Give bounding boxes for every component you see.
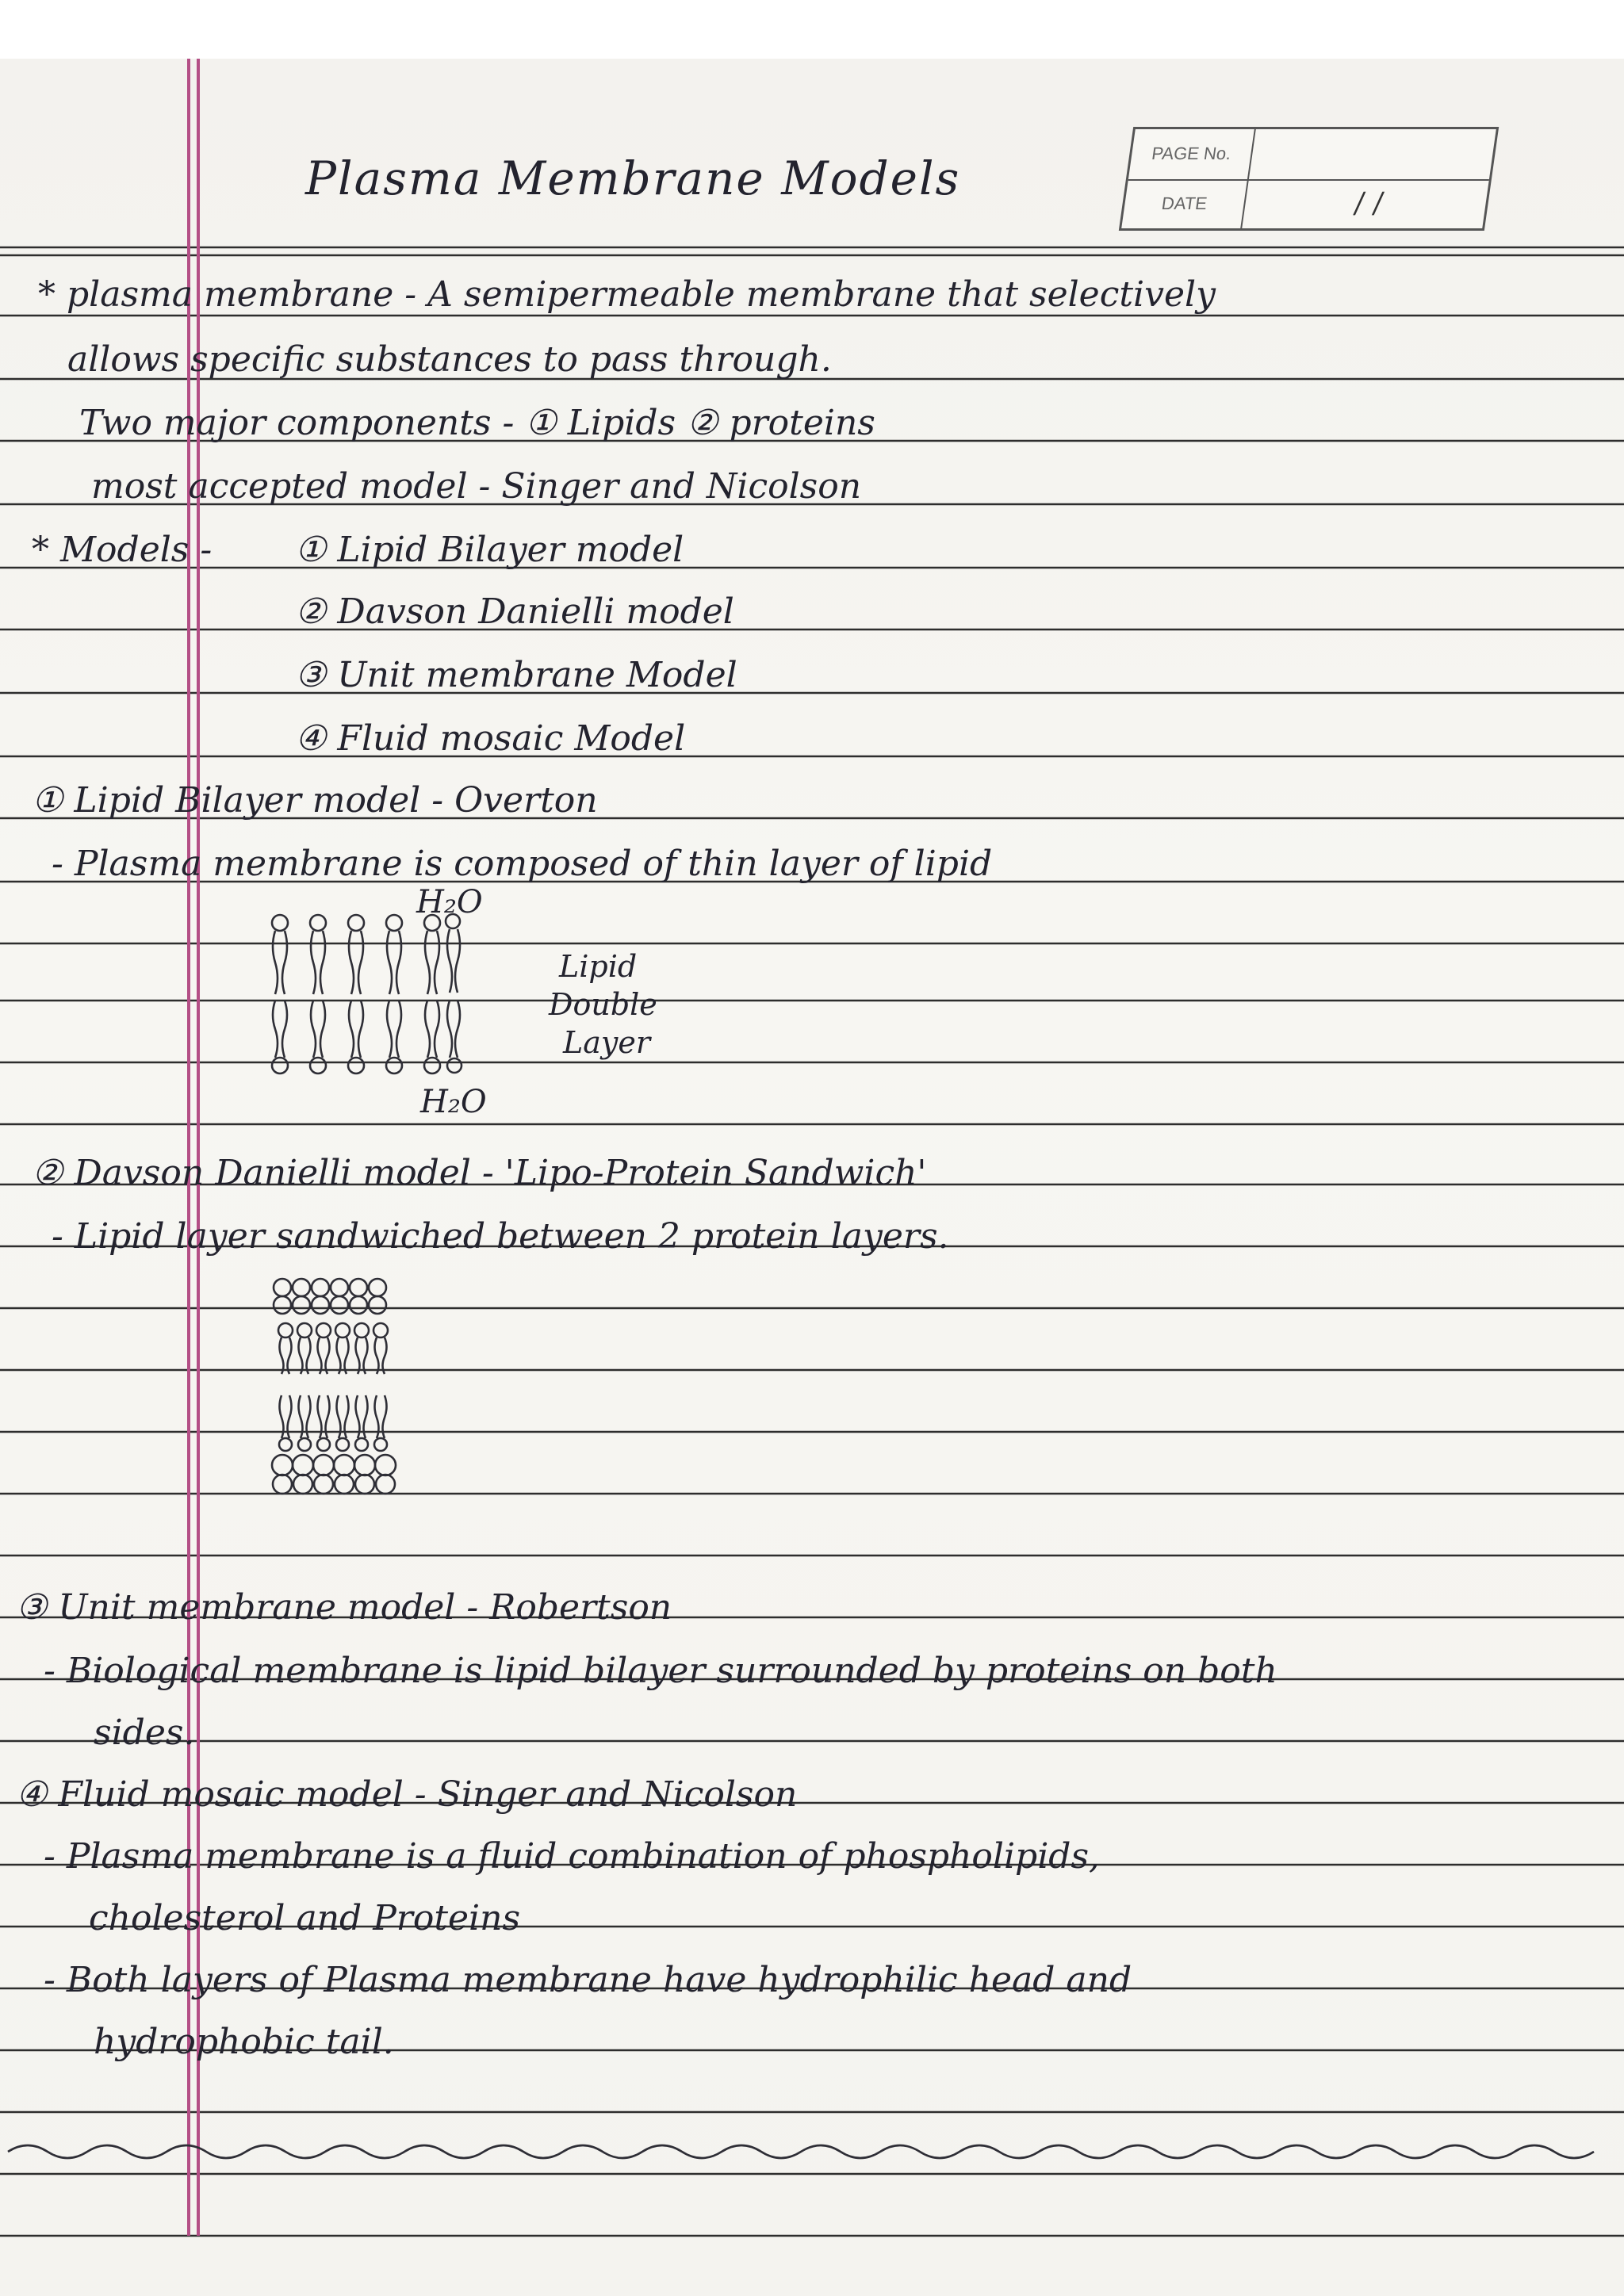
section4-point2: - Both layers of Plasma membrane have hydrophilic head and	[44, 1960, 1132, 2000]
section1-heading: ① Lipid Bilayer model - Overton	[32, 780, 598, 821]
models-heading: * Models -	[32, 530, 213, 570]
page-date-stamp	[1119, 127, 1499, 231]
page-no-label: PAGE No.	[1128, 129, 1256, 179]
water-label-top: H₂O	[416, 884, 483, 920]
section2-heading: ② Davson Danielli model - 'Lipo-Protein Sandwich'	[32, 1153, 927, 1193]
date-value: / /	[1352, 187, 1385, 220]
section4-point2-cont: hydrophobic tail.	[94, 2022, 394, 2062]
lipid-bilayer-diagram	[266, 912, 480, 1078]
page-title: Plasma Membrane Models	[305, 151, 961, 205]
section3-point: - Biological membrane is lipid bilayer surrounded by proteins on both	[44, 1651, 1277, 1691]
layer-label: Layer	[563, 1025, 651, 1060]
section1-point: - Plasma membrane is composed of thin layer of lipid	[52, 844, 993, 884]
lipid-label: Lipid	[559, 949, 638, 984]
model-item-3: ③ Unit membrane Model	[295, 655, 737, 695]
section2-point: - Lipid layer sandwiched between 2 protein layers.	[52, 1216, 949, 1257]
components-line: Two major components - ① Lipids ② proteins	[79, 403, 875, 443]
accepted-model-line: most accepted model - Singer and Nicolson	[91, 466, 862, 507]
page-no-value	[1255, 129, 1496, 179]
double-label: Double	[549, 987, 657, 1022]
model-item-1: ① Lipid Bilayer model	[295, 530, 684, 570]
model-item-2: ② Davson Danielli model	[295, 591, 734, 632]
section3-heading: ③ Unit membrane model - Robertson	[16, 1587, 672, 1628]
definition-line: * plasma membrane - A semipermeable membrane that selectively	[38, 274, 1216, 315]
model-item-4: ④ Fluid mosaic Model	[295, 718, 686, 759]
water-label-bottom: H₂O	[420, 1084, 487, 1120]
section4-point-cont: cholesterol and Proteins	[89, 1898, 521, 1938]
section4-point: - Plasma membrane is a fluid combination of phospholipids,	[44, 1836, 1101, 1877]
date-label: DATE	[1121, 179, 1249, 229]
end-squiggle	[0, 2134, 1624, 2166]
protein-sandwich-diagram	[270, 1276, 484, 1514]
section3-point-cont: sides.	[94, 1712, 195, 1753]
definition-line-cont: allows specific substances to pass through.	[67, 339, 832, 380]
section4-heading: ④ Fluid mosaic model - Singer and Nicolson	[16, 1774, 798, 1815]
